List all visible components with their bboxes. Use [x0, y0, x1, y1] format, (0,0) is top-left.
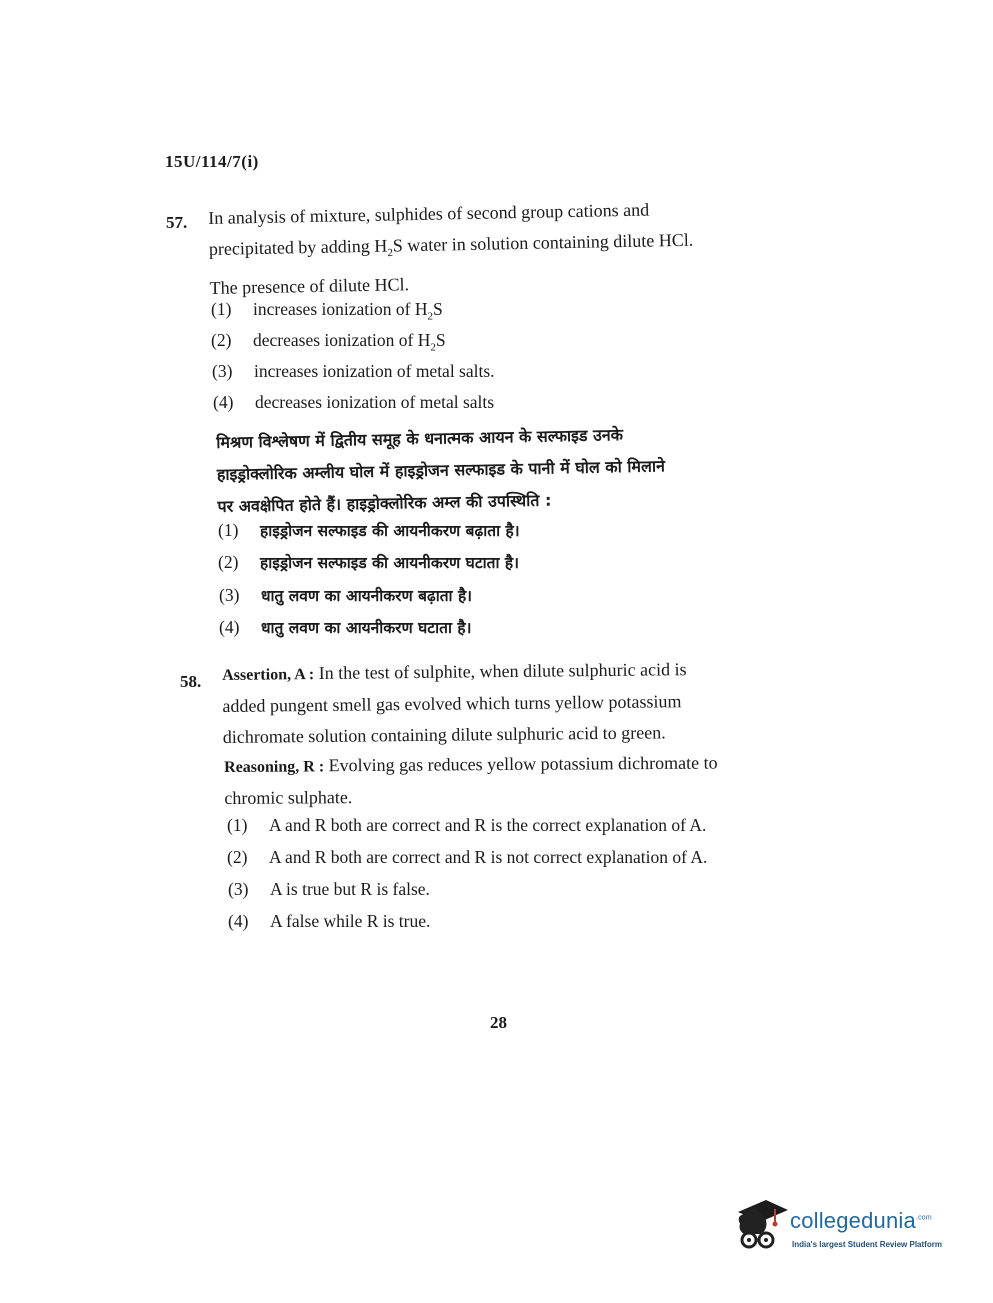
- collegedunia-logo: [730, 1194, 970, 1266]
- logo-tagline: India's largest Student Review Platform: [792, 1240, 942, 1249]
- assertion-line-2: added pungent smell gas evolved which turns yellow potassium: [222, 691, 682, 716]
- hindi-line-3: पर अवक्षेपित होते हैं। हाइड्रोक्लोरिक अम्ल की उपस्थिति :: [217, 490, 552, 516]
- logo-wordmark: collegedunia$^{.com}$: [790, 1208, 932, 1233]
- q57-option-2: (2) decreases ionization of $H_2S$: [211, 330, 446, 354]
- q57-option-4: (4) decreases ionization of metal salts: [213, 392, 495, 412]
- reasoning-label: Reasoning, R :: [224, 758, 325, 776]
- question-57-line-1: In analysis of mixture, sulphides of second group cations and: [208, 199, 650, 228]
- hindi-line-1: मिश्रण विश्लेषण में द्वितीय समूह के धनात्मक आयन के सल्फाइड उनके: [216, 425, 624, 452]
- page-number: 28: [490, 1013, 507, 1032]
- q57-hindi-option-1: (1) हाइड्रोजन सल्फाइड की आयनीकरण बढ़ाता है।: [218, 520, 520, 540]
- q57-hindi-option-4: (4) धातु लवण का आयनीकरण घटाता है।: [219, 617, 472, 637]
- hindi-line-2: हाइड्रोक्लोरिक अम्लीय घोल में हाइड्रोजन सल्फाइड के पानी में घोल को मिलाने: [216, 456, 666, 484]
- question-58-number: 58.: [180, 672, 202, 691]
- reasoning-line-2: chromic sulphate.: [224, 787, 353, 808]
- assertion-line-3: dichromate solution containing dilute sulphuric acid to green.: [222, 722, 666, 747]
- question-58-assertion: [222, 653, 823, 753]
- assertion-label: Assertion, A :: [222, 666, 315, 684]
- question-58-reasoning: [224, 747, 824, 814]
- assertion-line-1: Assertion, A : In the test of sulphite, when dilute sulphuric acid is: [222, 659, 687, 684]
- reasoning-line-1: Reasoning, R : Evolving gas reduces yellow potassium dichromate to: [224, 752, 718, 776]
- q58-option-2: (2) A and R both are correct and R is not correct explanation of A.: [227, 847, 708, 867]
- question-57-line-2: precipitated by adding $H_2S$ water in solution containing dilute HCl.: [208, 229, 694, 260]
- question-57-number: 57.: [166, 213, 188, 232]
- paper-code: 15U/114/7(i): [165, 152, 259, 171]
- q58-option-1: (1) A and R both are correct and R is the correct explanation of A.: [227, 815, 707, 835]
- question-57-hindi-text: [216, 416, 808, 523]
- q57-option-3: (3) increases ionization of metal salts.: [212, 361, 495, 381]
- q58-option-3: (3) A is true but R is false.: [228, 879, 430, 899]
- q57-option-1: (1) increases ionization of $H_2S$: [211, 299, 443, 323]
- q57-hindi-option-2: (2) हाइड्रोजन सल्फाइड की आयनीकरण घटाता है।: [218, 552, 520, 572]
- graduate-mascot-icon: [730, 1194, 790, 1260]
- question-57-text: [208, 194, 694, 304]
- q58-option-4: (4) A false while R is true.: [228, 911, 431, 931]
- q57-hindi-option-3: (3) धातु लवण का आयनीकरण बढ़ाता है।: [219, 585, 473, 605]
- question-57-line-3: The presence of dilute HCl.: [209, 273, 410, 298]
